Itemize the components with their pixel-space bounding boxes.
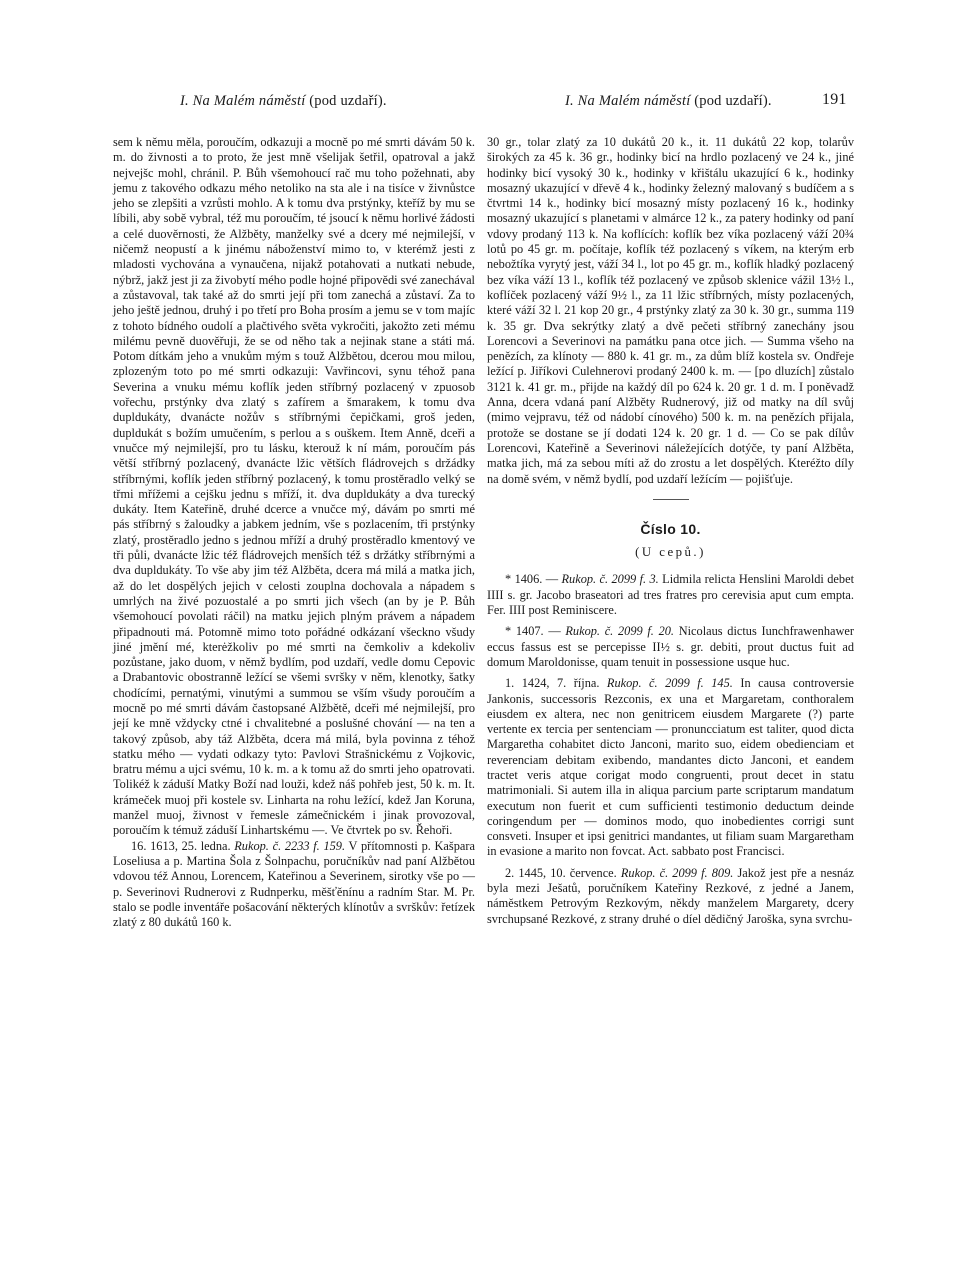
record-1424-reference: Rukop. č. 2099 f. 145. bbox=[606, 676, 733, 691]
record-16-reference: Rukop. č. 2233 f. 159. bbox=[234, 838, 346, 853]
record-1424-mark: 1. 1424, 7. října. bbox=[505, 676, 600, 691]
record-1407-mark: * 1407. — bbox=[505, 624, 561, 639]
record-1407-text: Nicolaus dictus Iunchfrawenhawer eccus fassus est se percepisse II½ s. gr. debiti, prout ductus fuit ad domum Maroldonisse, quam tenuit in possessione usque huc. bbox=[487, 624, 854, 669]
section-subtitle: (U cepů.) bbox=[635, 545, 706, 560]
record-1406-mark: * 1406. — bbox=[505, 572, 559, 587]
record-1406-text: Lidmila relicta Henslini Maroldi debet IIII s. gr. Jacobo braseatori ad tres fratres pro cerevisia aput cum empta. Fer. IIII post Reminiscere. bbox=[487, 572, 854, 618]
record-1406 bbox=[487, 572, 854, 618]
running-header-left-title: I. Na Malém náměstí bbox=[180, 93, 306, 109]
record-1424 bbox=[487, 676, 854, 860]
record-16-number: 16. 1613, 25. ledna. bbox=[131, 838, 231, 853]
record-16 bbox=[113, 839, 475, 931]
running-header-left-sub: (pod uzdaří). bbox=[309, 93, 387, 109]
record-1424-text: In causa controversie Jankonis, successoris Rezconis, ex una et Margaretam, conthoralem eiusdem ex altera, nec non genitricem eiusdem Margarete (?) parte vertente ex tercia per sentenciam — pronuncciatum est taliter, quod dicta Margaretha cohabitet dicto Janconi, marito suo, eidem obedienciam et reverenciam debitam exibendo, mandantes dicto Janconi, et eandem tractet veris atque corigat modo congruenti, prout decet in statu matrimoniali. Si autem illa in aliqua parcium parte scriptarum mandatum executum non fuerit et cum sufficienti testimonio deductum deinde coringendum per — dominos modo, quo inobedientes corrigi sunt consveti. Insuper et ipsi genitrici mandantes, ut filiam suam Margaretham in evasione a marito non fovcat. Act. sabbato post Francisci. bbox=[487, 676, 854, 859]
running-header-right bbox=[565, 93, 772, 110]
left-column bbox=[113, 135, 475, 930]
record-1406-reference: Rukop. č. 2099 f. 3. bbox=[561, 572, 659, 587]
right-column bbox=[487, 135, 854, 927]
running-header-right-title: I. Na Malém náměstí bbox=[565, 93, 691, 109]
record-1407-reference: Rukop. č. 2099 f. 20. bbox=[565, 624, 674, 639]
right-paragraph-continued: 30 gr., tolar zlatý za 10 dukátů 20 k., it. 11 dukátů 22 kop, tolarův širokých za 45 k. 36 gr., hodinky bicí na hrdlo pozlacený ve 24 k., jiné hodinky bicí vysoký 30 k., hodinky v křištálu ukazující 6 k., hodinky mosazný ukazující v dřevě 4 k., hodinky železný malovaný s budíčem a s čtvrtmi 14 k., hodinky bicí mosazný místy pozlacený 16 k., hodinky mosazný ukazující s planetami v almárce 12 k., za patery hodinky od paní vdovy prodaný 113 k. Na koflících: koflík bez víka pozlacený váží 20¾ lotů po 45 gr. m. počítaje, koflík též pozlacený s víkem, na kterým erb nebožtíka vyrytý jest, váží 34 l., lot po 45 gr. m., koflík hladký pozlacený bez víka váží 13 l., koflík též pozlacený ve způsob sklenice vážil 13½ l., koflíček pozlacený váží 9½ l., za 11 lžic stříbrných, místy pozlacených, které váží 32 l. 21 kop 20 gr., 4 prstýnky zlatý za 30 k. 30 gr., summa 119 k. 35 gr. Dva sekrýtky zlatý a dvě pečeti stříbrný zanechány jsou Lorencovi a Severinovi na památku pana otce jich. — Summa všeho na penězích, za klínoty — 880 k. 41 gr. m., za dům blíž kostela sv. Ondřeje ležící p. Jiříkovi Culehnerovi prodaný 2400 k. m. — [po dluzích] zůstalo 3121 k. 41 gr. m., přijde na každý díl po 624 k. 20 gr. 1 d. m. I poněvadž Anna, dcera vdaná paní Alžběty Rudnerový, již od matky na díl svůj (mimo vejpravu, též od nádobí cínového) 500 k. m. na penězích přijala, protože se dostane se jí dodati 124 k. 20 gr. 1 d. — Co se pak dílův Lorencovi, Kateřině a Severinovi náležejících dotýče, ty paní Alžběta, matka jich, má za sebou míti až do zrostu a let dospělých. Kteréžto díly na domě svém, v němž bydlí, pod uzdaří ležícím — pojišťuje. bbox=[487, 135, 854, 486]
record-1445-reference: Rukop. č. 2099 f. 809. bbox=[620, 865, 734, 880]
record-1445-mark: 2. 1445, 10. července. bbox=[505, 865, 617, 880]
section-divider bbox=[653, 499, 689, 500]
section-title: Číslo 10. bbox=[640, 520, 701, 537]
running-header-left bbox=[180, 93, 387, 110]
left-paragraph-continued: sem k němu měla, poroučím, odkazuji a mocně po mé smrti dávám 50 k. m. do živnosti a to proto, že jest mně všelijak šetřil, opatroval a jakž nejvejšc mohl, chránil. P. Bůh všemohoucí rač mu toho požehnati, aby jemu z takového odkazu mého netoliko na sta ale i na tisíce v živnůstce jeho se zlepšiti a vzrůsti mohlo. A k tomu dva prstýnky, kteříž by mu se líbili, aby sobě vybral, též mu poroučím, té jsoucí k němu horlivé žádosti a celé duověrnosti, že Alžběty, manželky své a dcery mé nejmilejší, v ničemž neopustí a k jinému náboženství mimo to, v kterémž jesti z mladosti vychována a vynaučena, nijakž potahovati a nutkati nebude, nýbrž, jakž jest ji za živobytí mého podle hojné připovědi své zanechával a zůstavoval, tak také až do smrti její při tom zanechá a zůstaví. Za to jeho ještě jednou, druhý i po třetí pro Boha prosím a jemu se v tom majíc z tohoto bídného oudolí a plačtivého světa vykročiti, jakožto zeti mému milému pevně duověřuji, že se od něho tak a nejinak stane a státi má. Potom dítkám jeho a vnukům mým s touž Alžbětou, dcerou mou milou, zplozeným toto po mé smrti odkazuji: Vavřincovi, synu téhož pana Severina a vnuku mému koflík jeden stříbrný pozlacený v zpuosob vořechu, prstýnky dva zlatý s zafírem a šmarakem, k tomu dva dupldukáty, dvanácte nožův s stříbrnými čepičkami, groš jeden, dupldukát s božím umučením, s perlou a s ouškem. Item Anně, dceři a vnučce mý nejmilejší, pro tu lásku, kterouž k ní mám, poroučím pás větší stříbrný pozlacený, dvanácte lžic větších fládrovejch s držádky stříbrnými, koflík jeden stříbrný pozlacený, k tomu prostěradlo velký se třmi mřížemi a cejšku jednu s mříží, it. dva dupldukáty a dva turecký dukáty. Item Kateřině, druhé dcerce a vnučce mý, dávám po smrti mé pás stříbrný s žaloudky a jabkem jedním, vše s pozlacením, tři prstýnky zlatý, prostěradlo jedno s jednou mříží a druhý prostěradlo kmentový ve tři půli, dvanácte lžic též fládrovejch menších též s držátky stříbrnými a dva dupldukáty. To vše aby jim též Alžběta, dcera má milá a matka jich, až do let dospělých jejich v celosti zouplna dochovala a nápadem s umrlých na živé pozuostalé a po smrti jich všech (an by je P. Bůh všemohoucí povolati ráčil) na matku jejich plným právem a nápadem připadnouti má. Potomně mimo toto pořádné odkázaní všeckno všudy jiné jmění mé, kterėžkoliv po mé smrti na čemkoliv a kdekoliv pozůstane, jako duom, v němž bydlím, pod uzdaří, vedle domu Cepovic a Drabantovic obostranně ležící se všemi svršky v něm, klenotky, šatky chodícími, pernatými, vinutými a summou se vším všudy poroučím a mocně po mé smrti dávám častopsané Alžbětě, dceři mé nejmilejší, pro její ke mně vždycky ctné i chvalitebné a poslušné chování — na ten a takový způsob, aby táž Alžběta, dcera má milá, byla povinna z téhož statku mého — vydati odkazy tyto: Pavlovi Strašnickému z Vojkovic, bratru mému a ujci svému, 10 k. m. a k tomu až do smrti jeho opatrovati. Tolikéž k záduší Matky Boží nad louži, kdež náš pohřeb jest, 50 k. m. It. krámeček muoj při kostele sv. Linharta na rohu ležící, kdež Jan Koruna, manžel muoj, živnost v řemesle zámečnickém i jinak provozoval, poroučím k témuž záduší Linhartskému —. Ve čtvrtek po sv. Řehoři. bbox=[113, 135, 475, 838]
page-number: 191 bbox=[822, 91, 847, 108]
record-16-text: V přítomnosti p. Kašpara Loseliusa a p. Martina Šola z Šolnpachu, poručníkův nad paní Alžbětou vdovou též Annou, Lorencem, Kateřinou a Severinem, sirotky vše po — p. Severinovi Rudnerovi z Rudnperku, měšťěnínu a radním Star. M. Pr. stalo se podle inventáře pošacování některých klínotův a svrškův: řetízek zlatý z 80 dukátů 160 k. bbox=[113, 838, 475, 930]
record-1445 bbox=[487, 866, 854, 927]
record-1445-text: Jakož jest pře a nesnáz byla mezi Ješatů, poručníkem Kateřiny Rezkové, z jedné a Janem, náměstkem Petrovým Rezkovým, někdy manželem Margarety, dcery svrchupsané Rezkové, z strany druhé o díel dědičný Jaroška, syna svrchu- bbox=[487, 865, 855, 926]
record-1407 bbox=[487, 624, 854, 670]
running-header-right-sub: (pod uzdaří). bbox=[694, 93, 772, 109]
